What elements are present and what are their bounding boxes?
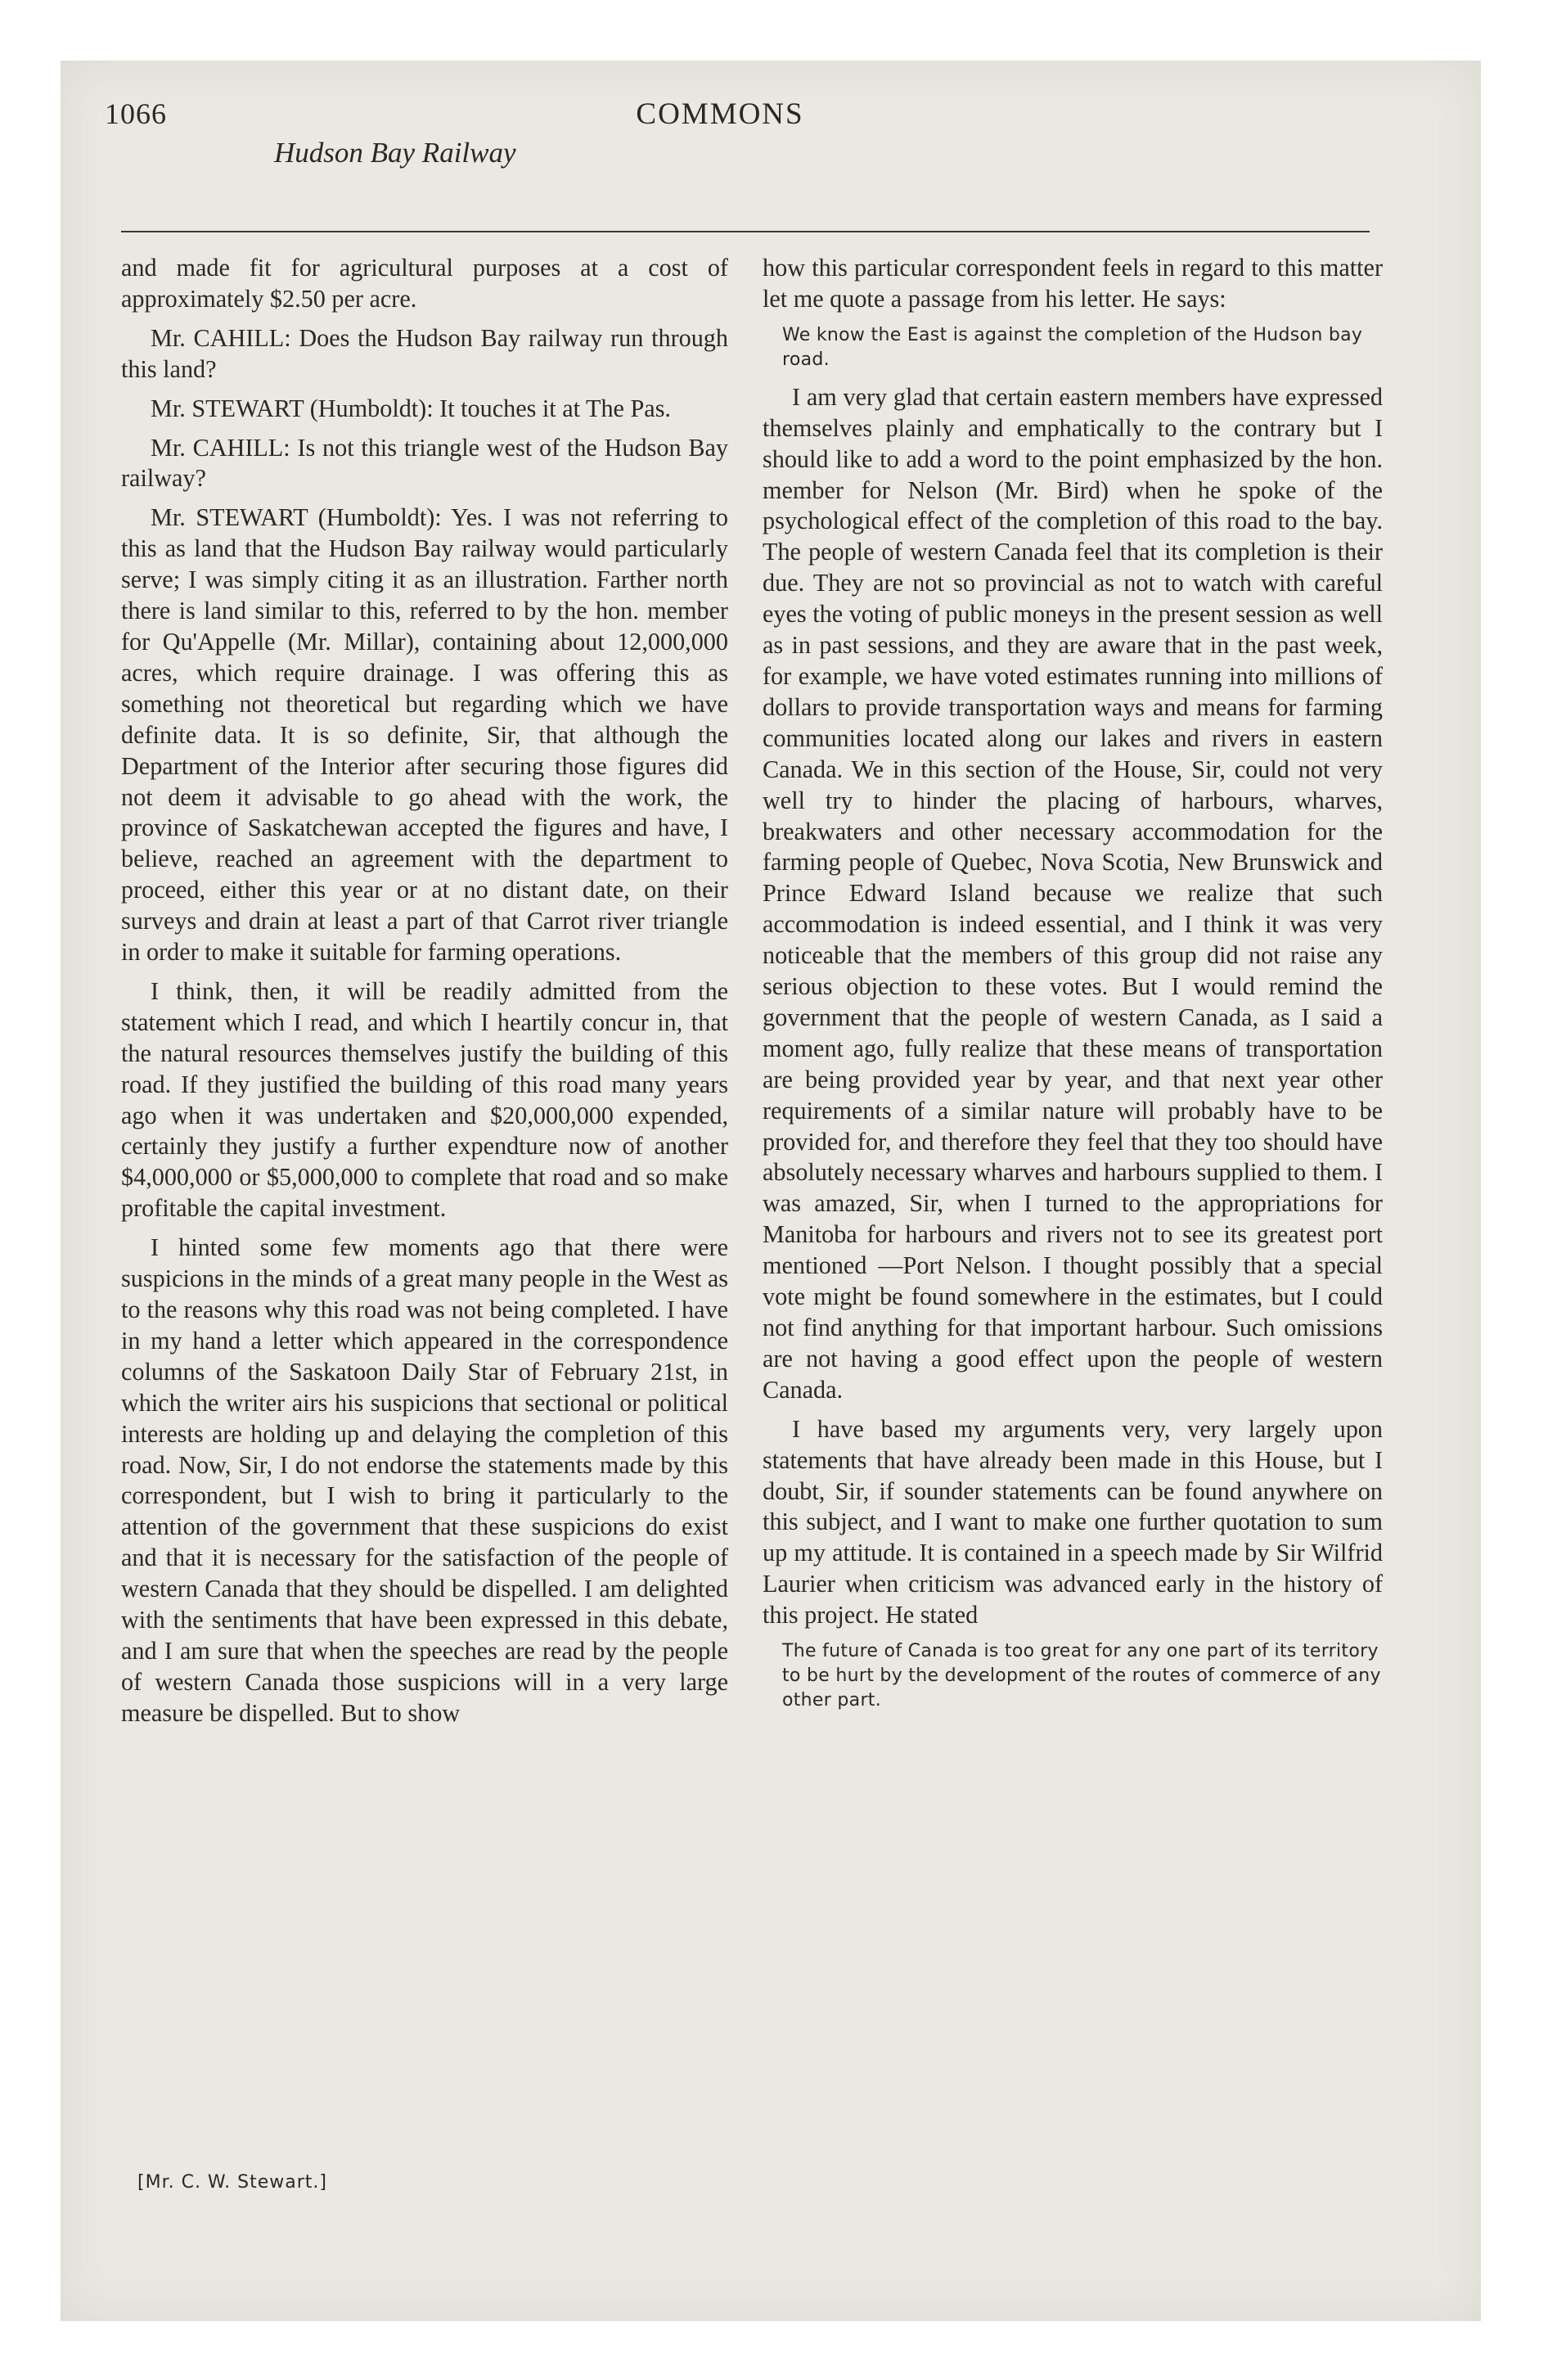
paragraph: how this particular correspondent feels in regard to this matter let me quote a passage from his letter. He says: bbox=[763, 254, 1383, 313]
header-rule bbox=[121, 231, 1370, 232]
paragraph: Mr. STEWART (Humboldt): Yes. I was not referring to this as land that the Hudson Bay railway would particularly serve; I was simply citing it as an illustration. Farther north there is land similar to this, referred to by the hon. member for Qu'Appelle (Mr. Millar), containing about 12,000,000 acres, which require drainage. I was offering this as something not theoretical but regarding which we have definite data. It is so definite, Sir, that although the Department of the Interior after securing those figures did not deem it advisable to go ahead with the work, the province of Saskatchewan accepted the figures and have, I believe, reached an agreement with the department to proceed, either this year or at no distant date, on their surveys and drain at least a part of that Carrot river triangle in order to make it suitable for farming operations. bbox=[121, 503, 728, 967]
speaker-credit: [Mr. C. W. Stewart.] bbox=[137, 2172, 327, 2193]
paragraph: I have based my arguments very, very largely upon statements that have already been made in this House, but I doubt, Sir, if sounder statements can be found anywhere on this subject, and I want to make one further quotation to sum up my attitude. It is contained in a speech made by Sir Wilfrid Laurier when criticism was advanced early in the history of this project. He stated bbox=[763, 1414, 1383, 1629]
block-quote: The future of Canada is too great for any one part of its territory to be hurt by the development of the routes of commerce of any other part. bbox=[782, 1641, 1381, 1711]
paragraph: I hinted some few moments ago that there were suspicions in the minds of a great many people in the West as to the reasons why this road was not being completed. I have in my hand a letter which appeared in the correspondence columns of the Saskatoon Daily Star of February 21st, in which the writer airs his suspicions that sectional or political interests are holding up and delaying the completion of this road. Now, Sir, I do not endorse the statements made by this correspondent, but I wish to bring it particularly to the attention of the government that these suspicions do exist and that it is necessary for the satisfaction of the people of western Canada that they should be dispelled. I am delighted with the sentiments that have been expressed in this debate, and I am sure that when the speeches are read by the people of western Canada those suspicions will in a very large measure be dispelled. But to show bbox=[121, 1233, 728, 1727]
paragraph: I am very glad that certain eastern members have expressed themselves plainly and emphatically to the contrary but I should like to add a word to the point emphasized by the hon. member for Nelson (Mr. Bird) when he spoke of the psychological effect of the completion of this road to the bay. The people of western Canada feel that its completion is their due. They are not so provincial as not to watch with careful eyes the voting of public moneys in the present session as well as in past sessions, and they are aware that in the past week, for example, we have voted estimates running into millions of dollars to provide transportation ways and means for farming communities located along our lakes and rivers in eastern Canada. We in this section of the House, Sir, could not very well try to hinder the placing of harbours, wharves, breakwaters and other necessary accommodation for the farming people of Quebec, Nova Scotia, New Brunswick and Prince Edward Island because we realize that such accommodation is indeed essential, and I think it was very noticeable that the members of this group did not raise any serious objection to these votes. But I would remind the government that the people of western Canada, as I said a moment ago, fully realize that these means of transportation are being provided year by year, and that next year other requirements of a similar nature will probably have to be provided for, and therefore they feel that they too should have absolutely necessary wharves and harbours supplied to them. I was amazed, Sir, when I turned to the appropriations for Manitoba for harbours and rivers not to see its greatest port mentioned —Port Nelson. I thought possibly that a special vote might be found somewhere in the estimates, but I could not find anything for that important harbour. Such omissions are not having a good effect upon the people of western Canada. bbox=[763, 382, 1383, 1404]
paragraph: and made fit for agricultural purposes at a cost of approximately $2.50 per acre. bbox=[121, 254, 728, 313]
left-column bbox=[121, 253, 728, 1738]
paragraph: Mr. CAHILL: Does the Hudson Bay railway run through this land? bbox=[121, 323, 728, 383]
right-column bbox=[763, 253, 1383, 1723]
section-title: Hudson Bay Railway bbox=[274, 137, 516, 169]
paragraph: I think, then, it will be readily admitted from the statement which I read, and which I heartily concur in, that the natural resources themselves justify the building of this road. If they justified the building of this road many years ago when it was undertaken and $20,000,000 expended, certainly they justify a further expendture now of another $4,000,000 or $5,000,000 to complete that road and so make profitable the capital investment. bbox=[121, 976, 728, 1223]
page-number: 1066 bbox=[105, 97, 167, 130]
paragraph: Mr. STEWART (Humboldt): It touches it at The Pas. bbox=[151, 394, 671, 422]
paragraph: Mr. CAHILL: Is not this triangle west of the Hudson Bay railway? bbox=[121, 433, 728, 493]
running-head: COMMONS bbox=[636, 97, 804, 131]
block-quote: We know the East is against the completion of the Hudson bay road. bbox=[782, 324, 1363, 370]
